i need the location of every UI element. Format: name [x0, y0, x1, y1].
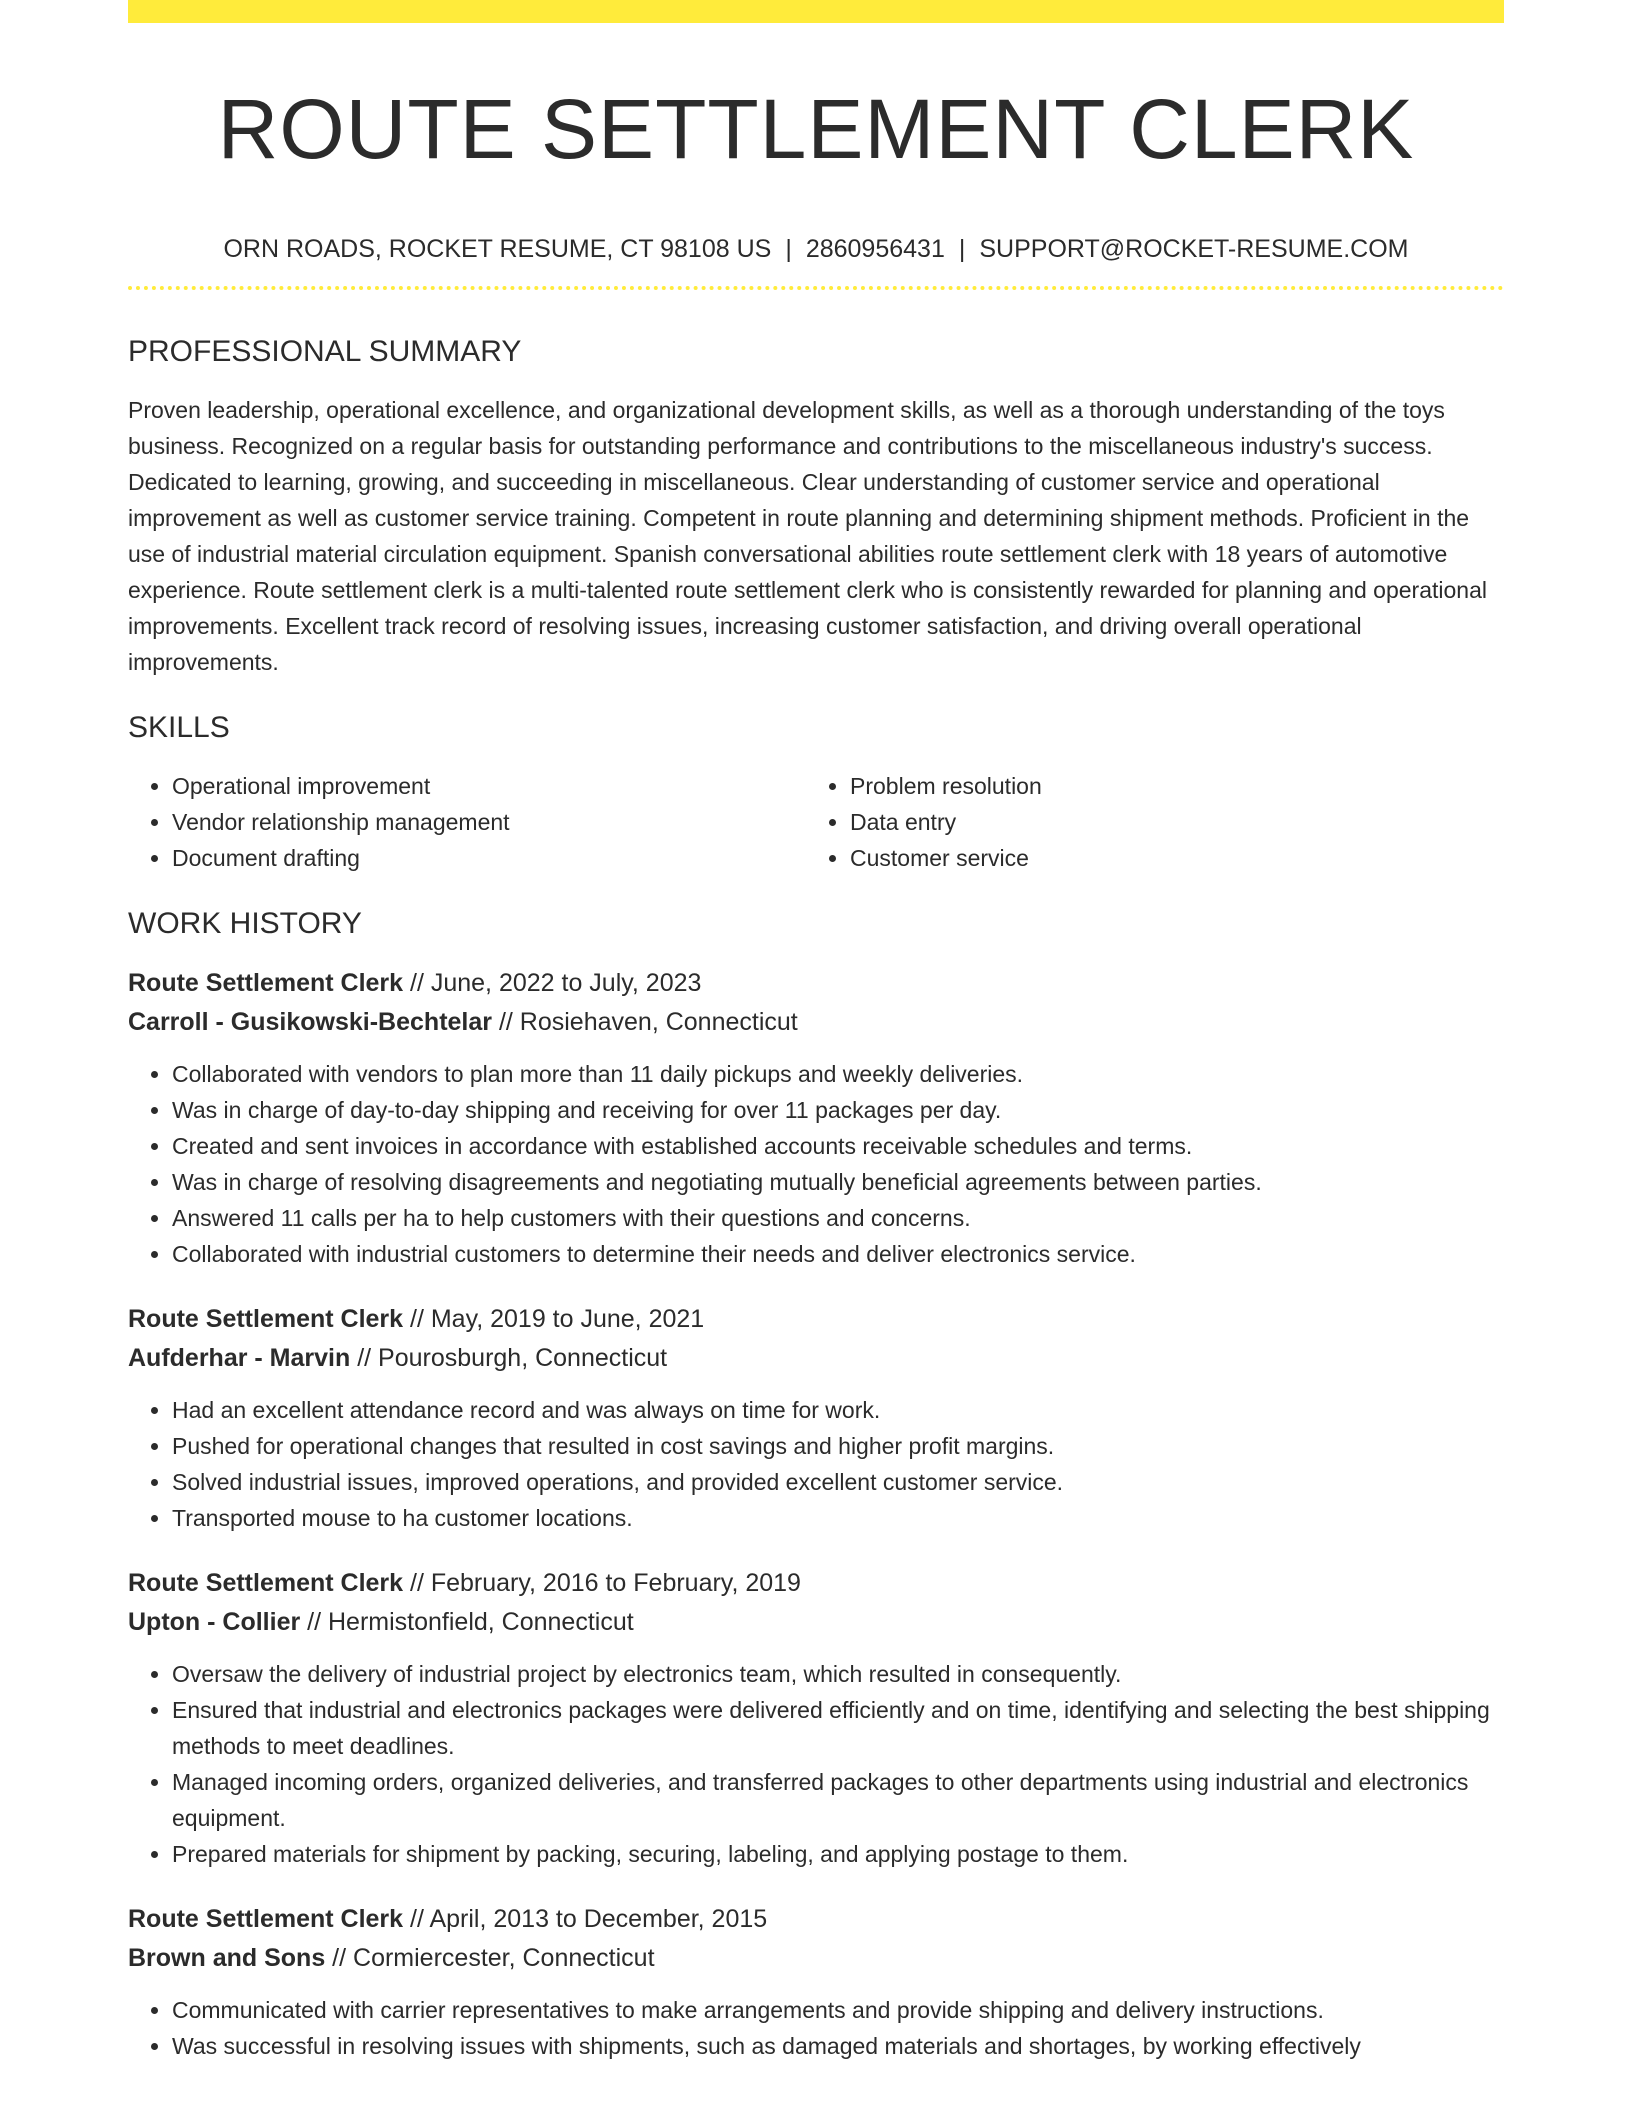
job-entry — [128, 1900, 1504, 2064]
dotted-divider — [128, 286, 1504, 290]
job-entry — [128, 1564, 1504, 1872]
job-role-line — [128, 964, 1504, 1003]
contact-line — [128, 234, 1504, 264]
skills-list-left — [128, 768, 806, 876]
job-bullet: • Collaborated with industrial customers to determine their needs and deliver electronics service. — [172, 1236, 1504, 1272]
job-dates: // June, 2022 to July, 2023 — [403, 969, 702, 997]
job-company-line — [128, 1339, 1504, 1378]
job-role-line — [128, 1300, 1504, 1339]
job-location: // Rosiehaven, Connecticut — [492, 1008, 798, 1036]
summary-heading: PROFESSIONAL SUMMARY — [128, 335, 522, 368]
skills-grid — [128, 768, 1504, 876]
job-company: Carroll - Gusikowski-Bechtelar — [128, 1008, 493, 1036]
skills-heading: SKILLS — [128, 711, 230, 744]
resume-content — [128, 0, 1504, 2064]
job-location: // Cormiercester, Connecticut — [325, 1944, 655, 1972]
resume-name: ROUTE SETTLEMENT CLERK — [217, 82, 1415, 176]
job-bullet: • Prepared materials for shipment by packing, securing, labeling, and applying postage to them. — [172, 1836, 1504, 1872]
job-company: Upton - Collier — [128, 1608, 301, 1636]
skill-item: • Vendor relationship management — [172, 804, 806, 840]
skills-list-right — [806, 768, 1484, 876]
job-bullet: • Created and sent invoices in accordance with established accounts receivable schedules and terms. — [172, 1128, 1504, 1164]
job-location: // Hermistonfield, Connecticut — [300, 1608, 634, 1636]
job-bullet: • Collaborated with vendors to plan more than 11 daily pickups and weekly deliveries. — [172, 1056, 1504, 1092]
job-role: Route Settlement Clerk — [128, 1905, 404, 1933]
job-bullet: • Was in charge of resolving disagreements and negotiating mutually beneficial agreements between parties. — [172, 1164, 1504, 1200]
job-bullet: • Communicated with carrier representatives to make arrangements and provide shipping and delivery instructions. — [172, 1992, 1504, 2028]
job-entry — [128, 964, 1504, 1272]
job-bullet: • Oversaw the delivery of industrial project by electronics team, which resulted in consequently. — [172, 1656, 1504, 1692]
contact-separator: | — [785, 235, 792, 263]
job-bullets — [128, 1992, 1504, 2064]
job-bullet: • Was in charge of day-to-day shipping and receiving for over 11 packages per day. — [172, 1092, 1504, 1128]
job-role-line — [128, 1900, 1504, 1939]
skill-item: • Problem resolution — [850, 768, 1484, 804]
job-bullet: • Ensured that industrial and electronics packages were delivered efficiently and on time, identifying and selecting the best shipping methods to meet deadlines. — [172, 1692, 1504, 1764]
job-bullet: • Solved industrial issues, improved operations, and provided excellent customer service. — [172, 1464, 1504, 1500]
job-company-line — [128, 1603, 1504, 1642]
contact-address: ORN ROADS, ROCKET RESUME, CT 98108 US — [223, 235, 772, 263]
work-history-heading: WORK HISTORY — [128, 907, 362, 940]
job-role: Route Settlement Clerk — [128, 1569, 404, 1597]
job-role-line — [128, 1564, 1504, 1603]
job-company: Brown and Sons — [128, 1944, 326, 1972]
job-bullet: • Had an excellent attendance record and was always on time for work. — [172, 1392, 1504, 1428]
job-bullet: • Pushed for operational changes that resulted in cost savings and higher profit margins. — [172, 1428, 1504, 1464]
job-bullet: • Was successful in resolving issues with shipments, such as damaged materials and shortages, by working effectively — [172, 2028, 1504, 2064]
job-bullet: • Transported mouse to ha customer locations. — [172, 1500, 1504, 1536]
job-dates: // May, 2019 to June, 2021 — [403, 1305, 705, 1333]
job-dates: // April, 2013 to December, 2015 — [403, 1905, 768, 1933]
job-bullets — [128, 1656, 1504, 1872]
job-bullets — [128, 1392, 1504, 1536]
skill-item: • Data entry — [850, 804, 1484, 840]
job-bullet: • Managed incoming orders, organized deliveries, and transferred packages to other departments using industrial and electronics equipment. — [172, 1764, 1504, 1836]
job-dates: // February, 2016 to February, 2019 — [403, 1569, 801, 1597]
job-entry — [128, 1300, 1504, 1536]
skill-item: • Operational improvement — [172, 768, 806, 804]
job-company-line — [128, 1939, 1504, 1978]
job-location: // Pourosburgh, Connecticut — [350, 1344, 668, 1372]
contact-phone: 2860956431 — [805, 235, 945, 263]
job-company: Aufderhar - Marvin — [128, 1344, 351, 1372]
job-bullet: • Answered 11 calls per ha to help customers with their questions and concerns. — [172, 1200, 1504, 1236]
job-role: Route Settlement Clerk — [128, 1305, 404, 1333]
summary-text: Proven leadership, operational excellence, and organizational development skills, as well as a thorough understanding of the toys business. Recognized on a regular basis for outstanding performance and contributions to the miscellaneous industry's success. Dedicated to learning, growing, and succeeding in miscellaneous. Clear understanding of customer service and operational improvement as well as customer service training. Competent in route planning and determining shipment methods. Proficient in the use of industrial material circulation equipment. Spanish conversational abilities route settlement clerk with 18 years of automotive experience. Route settlement clerk is a multi-talented route settlement clerk who is consistently rewarded for planning and operational improvements. Excellent track record of resolving issues, increasing customer satisfaction, and driving overall operational improvements. — [128, 397, 1487, 675]
contact-separator: | — [958, 235, 966, 263]
skill-item: • Document drafting — [172, 840, 806, 876]
job-bullets — [128, 1056, 1504, 1272]
skill-item: • Customer service — [850, 840, 1484, 876]
contact-email: SUPPORT@ROCKET-RESUME.COM — [979, 235, 1409, 263]
job-company-line — [128, 1003, 1504, 1042]
job-role: Route Settlement Clerk — [128, 969, 404, 997]
